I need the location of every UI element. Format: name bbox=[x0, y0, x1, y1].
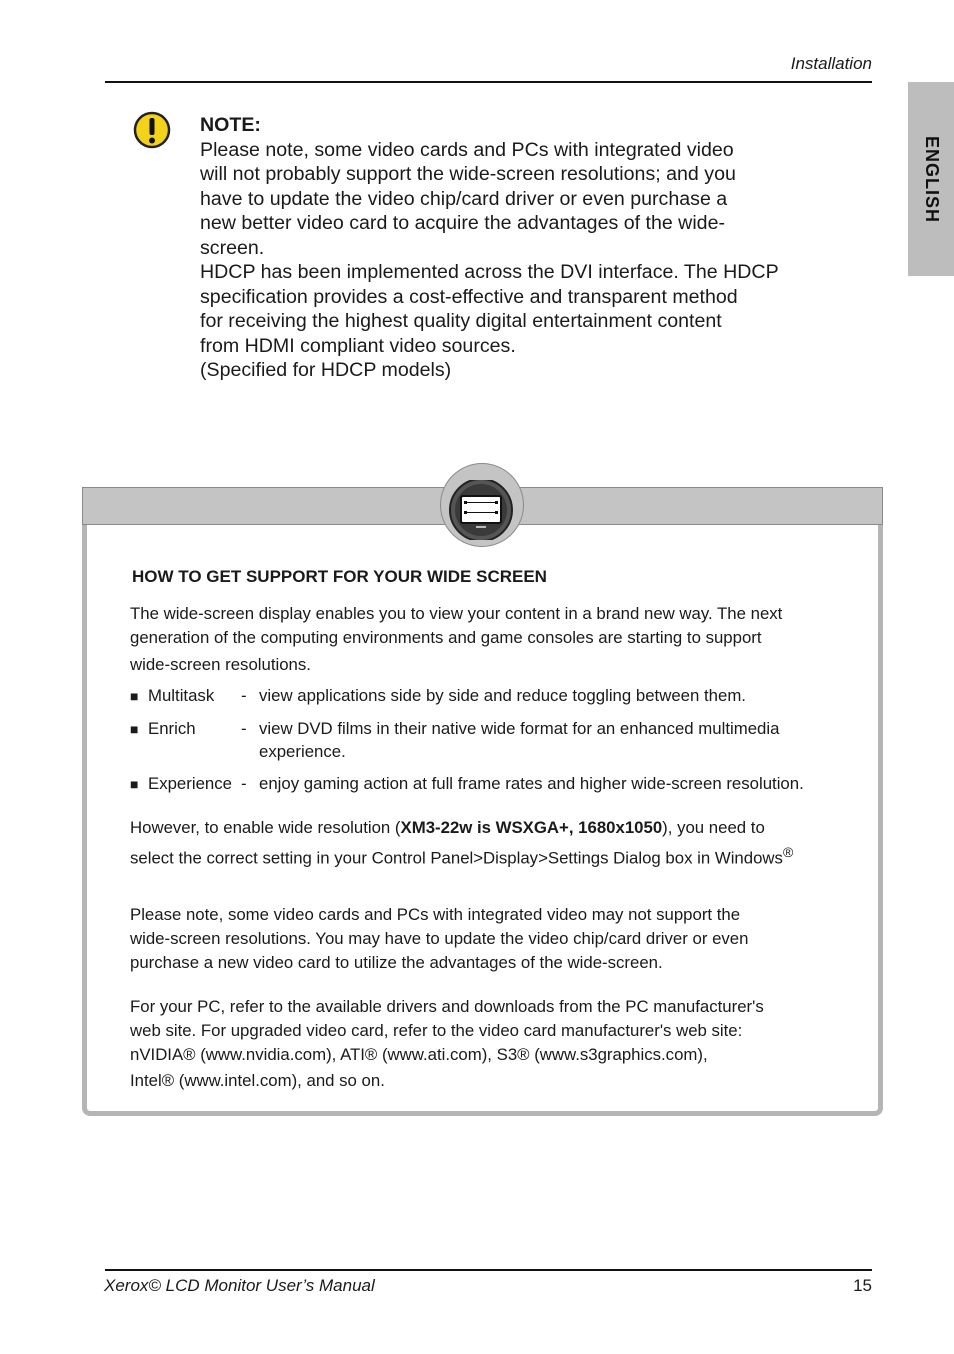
bullet-dash: - bbox=[241, 774, 247, 793]
resolution-prefix: However, to enable wide resolution ( bbox=[130, 818, 401, 837]
intro-line: The wide-screen display enables you to view your content in a brand new way. The next bbox=[130, 604, 783, 623]
bullet-dash: - bbox=[241, 686, 247, 705]
bullet-term: Experience bbox=[148, 774, 232, 793]
note-line: specification provides a cost-effective and transparent method bbox=[200, 285, 738, 308]
note-line: screen. bbox=[200, 236, 265, 259]
drivers-line: nVIDIA® (www.nvidia.com), ATI® (www.ati.com), S3® (www.s3graphics.com), bbox=[130, 1045, 708, 1064]
bullet-desc: view DVD films in their native wide format for an enhanced multimedia experience. bbox=[259, 719, 780, 761]
bullet-item-enrich bbox=[130, 718, 870, 763]
video-card-note-line: Please note, some video cards and PCs with integrated video may not support the bbox=[130, 905, 741, 924]
header-rule bbox=[105, 81, 872, 83]
resolution-instructions: select the correct setting in your Control Panel>Display>Settings Dialog box in Windows bbox=[130, 848, 783, 868]
note-line: Please note, some video cards and PCs with integrated video bbox=[200, 138, 734, 161]
resolution-model: XM3-22w is WSXGA+, 1680x1050 bbox=[400, 818, 663, 837]
note-title: NOTE: bbox=[200, 114, 261, 136]
note-block bbox=[200, 113, 840, 383]
drivers-line: For your PC, refer to the available drivers and downloads from the PC manufacturer's bbox=[130, 997, 764, 1016]
drivers-line: web site. For upgraded video card, refer to the video card manufacturer's web site: bbox=[130, 1021, 743, 1040]
page-number: 15 bbox=[853, 1276, 872, 1295]
bullet-desc: enjoy gaming action at full frame rates and higher wide-screen resolution. bbox=[259, 774, 804, 793]
resolution-line-2 bbox=[130, 840, 870, 871]
intro-line: generation of the computing environments and game consoles are starting to support bbox=[130, 628, 762, 647]
registered-mark: ® bbox=[782, 844, 794, 860]
bullet-item-multitask bbox=[130, 685, 870, 708]
video-card-note-line: wide-screen resolutions. You may have to update the video chip/card driver or even bbox=[130, 929, 749, 948]
bullet-mark: ■ bbox=[130, 776, 139, 792]
note-line: (Specified for HDCP models) bbox=[200, 359, 452, 381]
bullet-mark: ■ bbox=[130, 688, 139, 704]
widescreen-monitor-icon bbox=[448, 480, 514, 540]
note-line: new better video card to acquire the advantages of the wide- bbox=[200, 212, 726, 234]
note-line: will not probably support the wide-screen resolutions; and you bbox=[200, 163, 736, 185]
video-card-note-line: purchase a new video card to utilize the advantages of the wide-screen. bbox=[130, 953, 663, 972]
bullet-desc: view applications side by side and reduce toggling between them. bbox=[259, 686, 746, 705]
note-line: have to update the video chip/card driver or even purchase a bbox=[200, 187, 728, 210]
bullet-term: Enrich bbox=[148, 719, 196, 738]
note-line: from HDMI compliant video sources. bbox=[200, 334, 516, 357]
footer-manual-title: Xerox© LCD Monitor User’s Manual bbox=[104, 1276, 375, 1295]
intro-line: wide-screen resolutions. bbox=[130, 655, 311, 674]
bullet-dash: - bbox=[241, 719, 247, 738]
drivers-line: Intel® (www.intel.com), and so on. bbox=[130, 1071, 385, 1090]
header-section-title: Installation bbox=[790, 54, 872, 73]
bullet-item-experience bbox=[130, 773, 870, 796]
bullet-term: Multitask bbox=[148, 686, 215, 705]
bullet-mark: ■ bbox=[130, 721, 139, 737]
language-tab-label: ENGLISH bbox=[921, 135, 942, 223]
note-line: for receiving the highest quality digital entertainment content bbox=[200, 310, 722, 332]
resolution-suffix: ), you need to bbox=[662, 818, 765, 837]
panel-heading: HOW TO GET SUPPORT FOR YOUR WIDE SCREEN bbox=[132, 567, 547, 586]
footer-rule bbox=[105, 1269, 872, 1271]
language-side-tab bbox=[908, 82, 954, 276]
resolution-line-1 bbox=[130, 816, 870, 841]
note-line: HDCP has been implemented across the DVI interface. The HDCP bbox=[200, 261, 779, 283]
warning-icon bbox=[133, 111, 171, 149]
